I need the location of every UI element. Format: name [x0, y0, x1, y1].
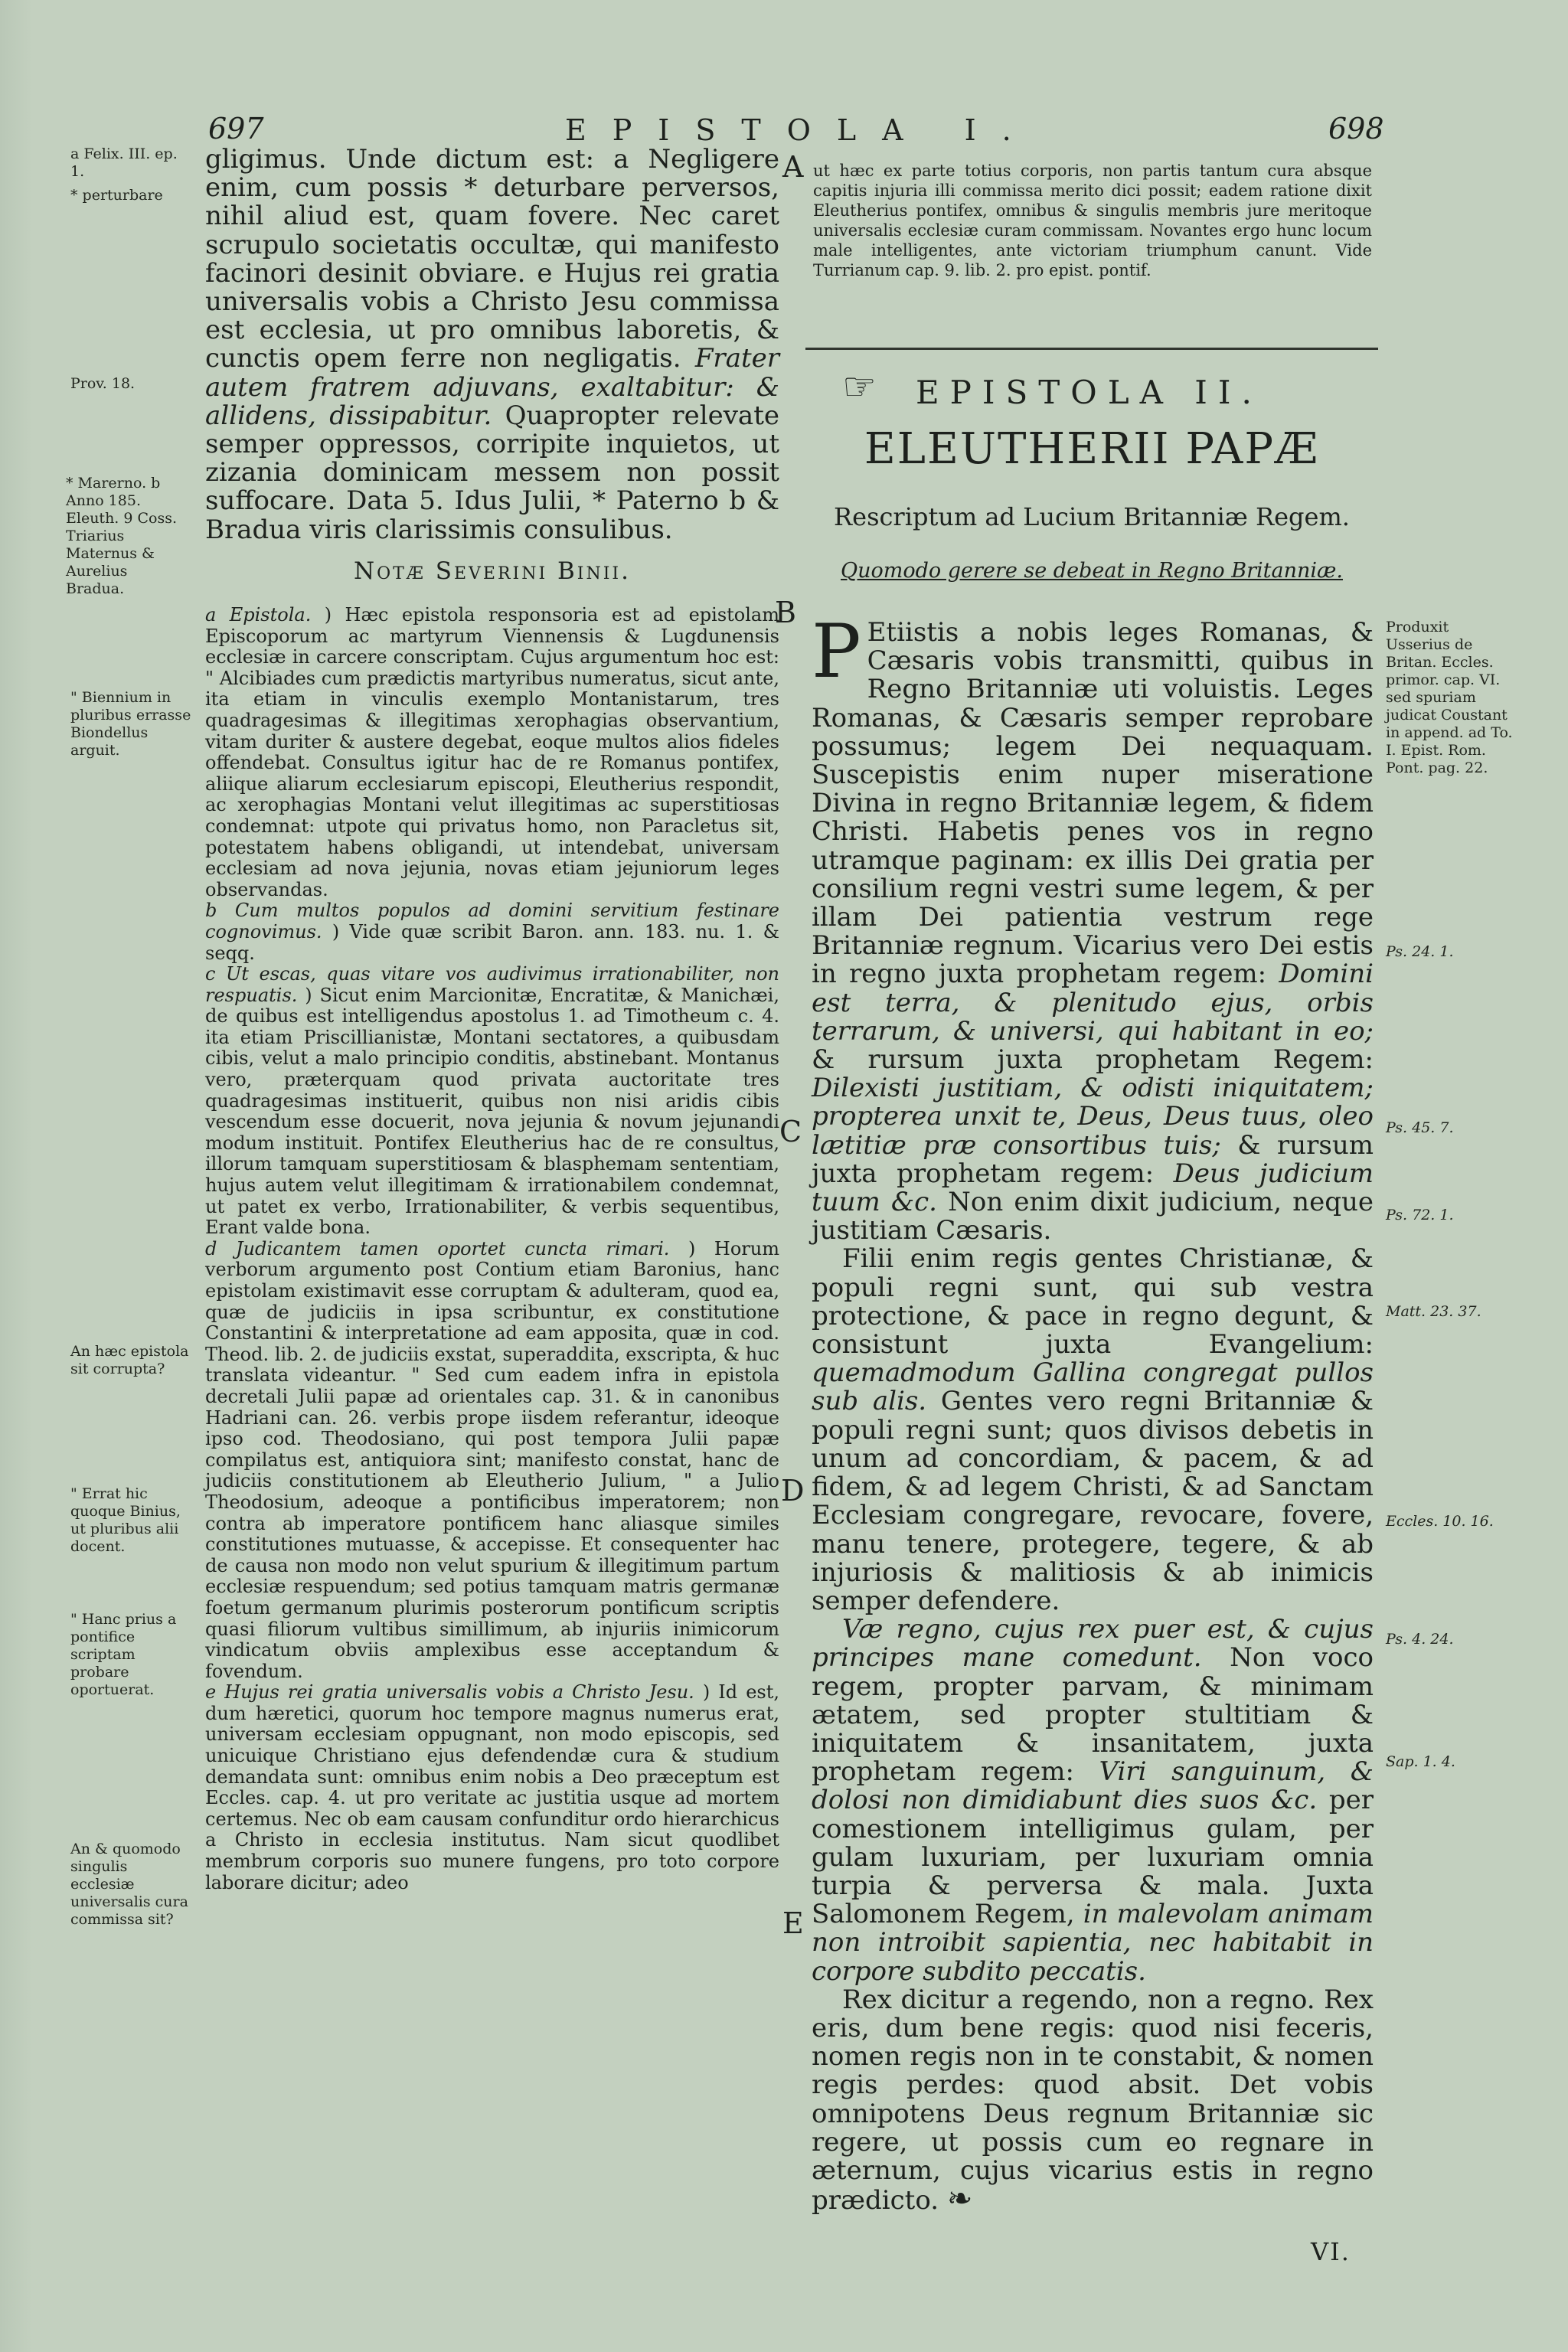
- body-text: per comestionem intelligimus gulam, per gulam luxuriam, per luxuriam omnia turpia & perversa & mala. Juxta Salomonem Regem,: [812, 1785, 1374, 1930]
- left-text-italic: Frater autem fratrem adjuvans, exaltabitur: & allidens, dissipabitur.: [205, 343, 779, 431]
- facing-page-edge: [0, 176, 28, 2090]
- body-text: Gentes vero regni Britanniæ & populi regni sunt; quos divisos debetis in unum ad concordiam, & pacem, & ad fidem, & ad legem Christi, & ad Sanctam Ecclesiam congregare, revocare, fovere, manu tenere, protegere, tegere, & ab injuriosis & malitiosis & ab inimicis semper defendere.: [812, 1386, 1374, 1616]
- notes-heading: Notæ Severini Binii.: [354, 557, 631, 585]
- epistola-2-body: [812, 609, 1374, 2217]
- right-note-continuation: ut hæc ex parte totius corporis, non partis tantum cura absque capitis injuria illi commissa merito dici possit; eadem ratione dixit Eleutherius pontifex, omnibus & singulis membris jure meritoque universalis ecclesiæ curam commissam. Novantes ergo hunc locum male intelligentes, ante victoriam triumphum canunt. Vide Turrianum cap. 9. lib. 2. pro epist. pontif.: [813, 162, 1372, 279]
- body-text: & rursum juxta prophetam Regem:: [812, 1044, 1374, 1076]
- body-text: & rursum juxta prophetam regem:: [812, 1129, 1374, 1189]
- note-lemma: e Hujus rei gratia universalis vobis a Christo Jesu.: [205, 1681, 694, 1704]
- section-letter-c: C: [779, 1115, 802, 1148]
- margin-note-produxit: Produxit Usserius de Britan. Eccles. primor. cap. VI. sed spuriam judicat Coustant in append. ad To. I. Epist. Rom. Pont. pag. 22.: [1386, 619, 1513, 776]
- note-a: [205, 605, 779, 900]
- note-d: [205, 1239, 779, 1682]
- body-quote: Domini est terra, & plenitudo ejus, orbis terrarum, & universi, qui habitant in eo;: [812, 959, 1374, 1047]
- body-quote: Væ regno, cujus rex puer est, & cujus principes mane comedunt.: [812, 1614, 1374, 1674]
- page-number-right: 698: [1328, 112, 1384, 145]
- note-text: ) Id est, dum hæretici, quorum hoc tempore magnus numerus erat, universam ecclesiam oppugnant, non modo episcopis, sed unicuique Christiano ejus defendendæ cura & studium demandata sunt: omnibus enim nobis a Deo præceptum est Eccles. cap. 4. ut pro veritate ac justitia usque ad mortem certemus. Nec ob eam causam confunditur ordo hierarchicus a Christo in ecclesia institutus. Nam sicut quodlibet membrum corporis suo munere fungens, pro toto corpore laborare dicitur; adeo: [205, 1681, 779, 1893]
- page-number-left: 697: [208, 112, 264, 145]
- margin-note-matt: Matt. 23. 37.: [1386, 1303, 1481, 1320]
- section-letter-a: A: [782, 150, 804, 184]
- section-letter-d: D: [781, 1474, 805, 1508]
- margin-note-felix: a Felix. III. ep. 1.: [70, 145, 178, 180]
- margin-note-ps24: Ps. 24. 1.: [1386, 943, 1454, 960]
- note-lemma: d Judicantem tamen oportet cuncta rimari.: [205, 1237, 670, 1259]
- notes-body: [205, 605, 779, 1893]
- margin-note-biennium: " Biennium in pluribus errasse Biondellus arguit.: [70, 689, 191, 759]
- body-quote: in malevolam animam non introibit sapientia, nec habitabit in corpore subdito peccatis.: [812, 1899, 1374, 1987]
- body-quote: Deus judicium tuum &c.: [812, 1158, 1374, 1218]
- section-letter-b: B: [775, 596, 796, 629]
- body-quote: Dilexisti justitiam, & odisti iniquitatem; propterea unxit te, Deus, Deus tuus, oleo lætitiæ præ consortibus tuis;: [812, 1073, 1374, 1161]
- margin-note-ps4: Ps. 4. 24.: [1386, 1631, 1454, 1648]
- margin-note-errat: " Errat hic quoque Binius, ut pluribus alii docent.: [70, 1485, 181, 1555]
- epistola-2-subtitle: Rescriptum ad Lucium Britanniæ Regem.: [834, 502, 1350, 531]
- drop-cap: P: [812, 609, 861, 694]
- body-text: Non voco regem, propter parvam, & minimam ætatem, sed propter stultitiam & iniquitatem & insanitatem, juxta prophetam regem:: [812, 1642, 1374, 1788]
- left-epistle-text: [205, 145, 779, 544]
- body-quote: Viri sanguinum, & dolosi non dimidiabunt dies suos &c.: [812, 1756, 1374, 1816]
- note-lemma: a Epistola.: [205, 604, 312, 626]
- epistola-2-title: ELEUTHERII PAPÆ: [864, 424, 1320, 474]
- margin-note-corrupta: An hæc epistola sit corrupta?: [70, 1343, 189, 1377]
- margin-note-ps45: Ps. 45. 7.: [1386, 1119, 1454, 1136]
- note-c: [205, 964, 779, 1239]
- running-title: EPISTOLA I.: [565, 113, 1037, 147]
- margin-note-marerno: * Marerno. b Anno 185. Eleuth. 9 Coss. Triarius Maternus & Aurelius Bradua.: [66, 475, 178, 597]
- margin-note-perturbare: * perturbare: [70, 187, 163, 204]
- body-text: Rex dicitur a regendo, non a regno. Rex eris, dum bene regis: quod nisi feceris, nomen regis non in te constabit, & nomen regis perdes: quod absit. Det vobis omnipotens Deus regnum Britanniæ sic regere, ut possis cum eo regnare in æternum, cujus vicarius estis in regno prædicto.: [812, 1984, 1374, 2216]
- margin-note-prius: " Hanc prius a pontifice scriptam probare oportuerat.: [70, 1611, 177, 1698]
- epistola-2-summary: Quomodo gerere se debeat in Regno Britanniæ.: [841, 559, 1343, 583]
- end-ornament-icon: ❧: [946, 2181, 973, 2217]
- note-text: ) Horum verborum argumento post Contium etiam Baronius, hanc epistolam existimavit esse corruptam & adulteram, quod ea, quæ de judiciis in ipsa scribuntur, ex constitutione Constantini & interpretatione ad eam apposita, quæ in cod. Theod. lib. 2. de judiciis exstat, superaddita, exscripta, & huc translata videantur. " Sed cum eadem infra in epistola decretali Julii papæ ad orientales cap. 31. & in canonibus Hadriani can. 26. verbis prope iisdem referantur, ideoque ipso cod. Theodosiano, qui post tempora Julii papæ compilatus est, antiquiora sint; manifesto constat, hanc de judiciis constitutionem ab Eleutherio Julium, " a Julio Theodosium, adeoque a pontificibus imperatorem; non contra ab imperatore pontificem hanc aliasque similes constitutiones mutuasse, & accepisse. Et consequenter hac de causa non modo non velut spurium & illegitimum partum ecclesiæ respuendum; sed potius tamquam matris germanæ foetum germanum plurimis posterorum pontificum scriptis quasi filiorum vultibus simillimum, ab injuriis inimicorum vindicatum obviis amplexibus esse acceptandum & fovendum.: [205, 1237, 779, 1682]
- left-text-part-2: Quapropter relevate semper oppressos, corripite inquietos, ut zizania dominicam messem non possit suffocare. Data 5. Idus Julii, * Paterno b & Bradua viris clarissimis consulibus.: [205, 400, 779, 545]
- note-text: ) Sicut enim Marcionitæ, Encratitæ, & Manichæi, de quibus est intelligendus apostolus 1. ad Timotheum c. 4. ita etiam Priscillianistæ, Montani sectatores, a quibusdam cibis, velut a malo principio conditis, abstinebant. Montanus vero, præterquam quod privata auctoritate tres quadragesimas instituerit, quibus non nisi aridis cibis vescendum esse docuerit, nova jejunia & novum jejunandi modum instituit. Pontifex Eleutherius hac de re consultus, illorum tamquam superstitiosam & blasphemam sententiam, hujus autem velut illegitimam & irrationabilem condemnat, ut patet ex verbo, Irrationabiliter, & verbis sequentibus, Erant valde bona.: [205, 984, 779, 1239]
- margin-note-ps72: Ps. 72. 1.: [1386, 1207, 1454, 1223]
- body-text: Etiistis a nobis leges Romanas, & Cæsaris vobis transmitti, quibus in Regno Britanniæ uti voluistis. Leges Romanas, & Cæsaris semper reprobare possumus; legem Dei nequaquam. Suscepistis enim nuper miseratione Divina in regno Britanniæ legem, & fidem Christi. Habetis penes vos in regno utramque paginam: ex illis Dei gratia per consilium regni vestri sume legem, & per illam Dei patientia vestrum rege Britanniæ regnum. Vicarius vero Dei estis in regno juxta prophetam regem:: [812, 617, 1374, 990]
- note-e: [205, 1682, 779, 1893]
- margin-note-prov: Prov. 18.: [70, 375, 136, 392]
- epistola-2-heading: EPISTOLA II.: [916, 374, 1263, 411]
- note-lemma: c Ut escas, quas vitare vos audivimus irrationabiliter, non respuatis.: [205, 963, 779, 1006]
- body-quote: quemadmodum Gallina congregat pullos sub alis.: [812, 1357, 1374, 1417]
- catchword: VI.: [1311, 2237, 1351, 2266]
- left-text-part-1: gligimus. Unde dictum est: a Negligere enim, cum possis * deturbare perversos, nihil aliud est, quam fovere. Nec caret scrupulo societatis occultæ, qui manifesto facinori desinit obviare. e Hujus rei gratia universalis vobis a Christo Jesu commissa est ecclesia, ut pro omnibus laboretis, & cunctis opem ferre non negligatis.: [205, 144, 779, 374]
- margin-note-eccles: Eccles. 10. 16.: [1386, 1513, 1494, 1530]
- section-letter-e: E: [782, 1906, 804, 1940]
- section-rule: [805, 348, 1378, 350]
- margin-note-quomodo: An & quomodo singulis ecclesiæ universalis cura commissa sit?: [70, 1841, 188, 1928]
- margin-note-sap: Sap. 1. 4.: [1386, 1753, 1455, 1770]
- note-b: [205, 900, 779, 964]
- hand-pointer-icon: ☞: [842, 364, 877, 409]
- body-text: Filii enim regis gentes Christianæ, & populi regni sunt, qui sub vestra protectione, & pace in regno degunt, & consistunt juxta Evangelium:: [812, 1243, 1374, 1361]
- note-text: ) Hæc epistola responsoria est ad epistolam Episcoporum ac martyrum Viennensis & Lugdunensis ecclesiæ in carcere conscriptam. Cujus argumentum hoc est: " Alcibiades cum prædictis martyribus numeratus, sicut ante, ita etiam in vinculis exemplo Montanistarum, tres quadragesimas & illegitimas xerophagias observantium, vitam duriter & austere degebat, eoque multos alios fideles offendebat. Consultus igitur hac de re Romanus pontifex, aliique aliarum ecclesiarum episcopi, Eleutherius respondit, ac xerophagias Montani velut illegitimas ac superstitiosas condemnat: utpote qui privatus homo, non Paracletus sit, potestatem habens obligandi, ut intendebat, universam ecclesiam ad nova jejunia, novas etiam jejuniorum leges observandas.: [205, 604, 779, 900]
- note-text: ) Vide quæ scribit Baron. ann. 183. nu. 1. & seqq.: [205, 920, 779, 964]
- note-lemma: b Cum multos populos ad domini servitium festinare cognovimus.: [205, 900, 779, 942]
- body-text: Non enim dixit judicium, neque justitiam Cæsaris.: [812, 1187, 1374, 1246]
